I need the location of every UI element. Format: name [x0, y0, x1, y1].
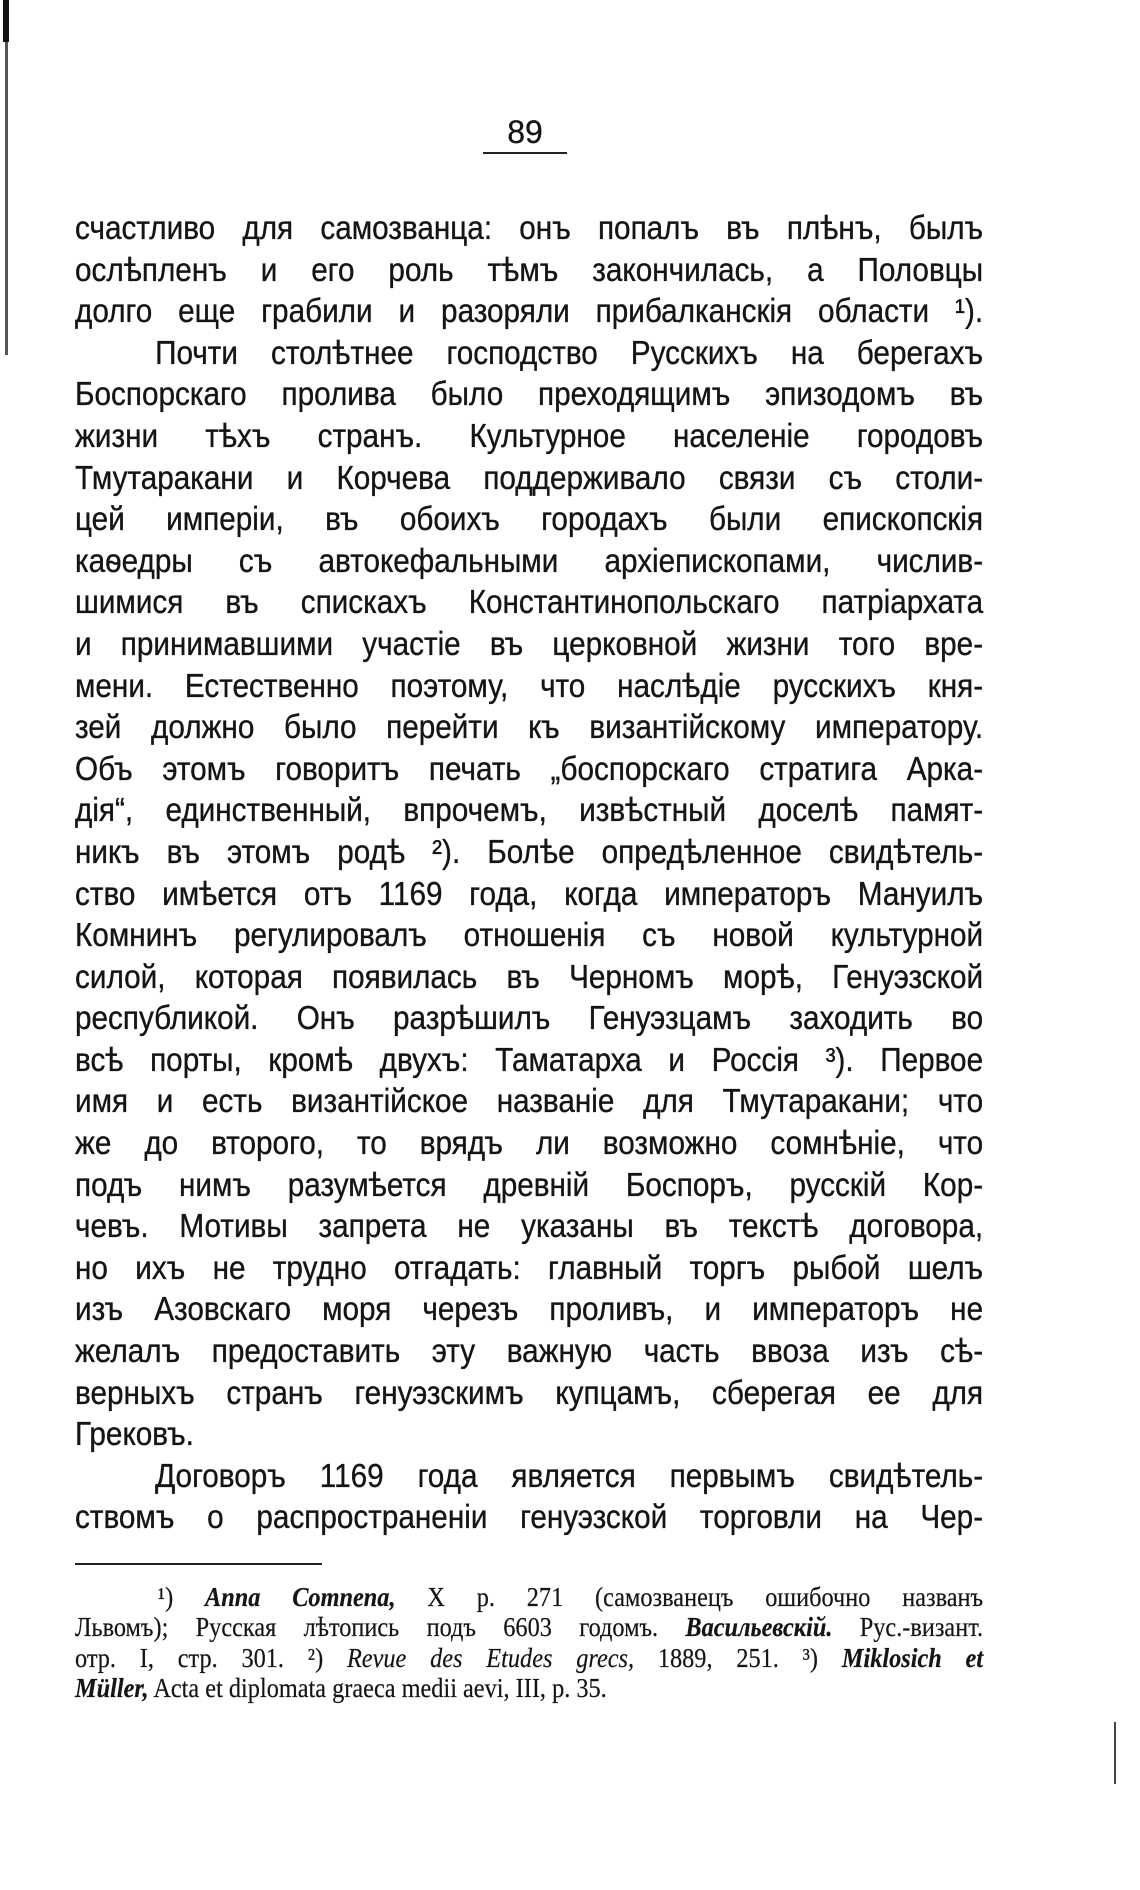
text-line: ствомъ о распространеніи генуэзской торговли на Чер- — [75, 1498, 984, 1536]
text-line: имя и есть византійское названіе для Тмутаракани; что — [75, 1082, 984, 1120]
footnote-text: Acta et diplomata graeca medii aevi, III, p. 35. — [148, 1673, 607, 1704]
text-line: Тмутаракани и Корчева поддерживало связи съ столи- — [75, 458, 984, 496]
footnote-separator — [75, 1563, 322, 1565]
scan-edge-mark — [5, 0, 8, 355]
paragraph-1 — [75, 207, 983, 332]
text-line: силой, которая появилась въ Черномъ морѣ, Генуэзской — [75, 957, 984, 995]
footnote-citation: Müller, — [75, 1673, 149, 1704]
text-line: никъ въ этомъ родѣ ²). Болѣе опредѣленное свидѣтель- — [75, 832, 984, 870]
text-line: долго еще грабили и разоряли прибалканскія области ¹). — [75, 292, 984, 330]
footnote-text: Рус.-визант. — [832, 1612, 984, 1643]
paragraph-2 — [75, 332, 983, 1455]
text-line: Комнинъ регулировалъ отношенія съ новой культурной — [75, 916, 984, 954]
footnote-citation: Anna Comnena, — [205, 1582, 396, 1612]
footnote-citation: Revue des Etudes grecs, — [346, 1642, 635, 1673]
text-line: цей имперіи, въ обоихъ городахъ были епископскія — [75, 500, 984, 538]
text-line: и принимавшими участіе въ церковной жизни того вре- — [75, 624, 984, 662]
body-text — [75, 207, 983, 1538]
footnote-line — [75, 1612, 983, 1642]
footnote-text: отр. I, стр. 301. ²) — [75, 1642, 347, 1673]
footnote-line — [75, 1582, 983, 1612]
text-line: Грековъ. — [75, 1415, 194, 1453]
text-line: Объ этомъ говоритъ печать „боспорскаго стратига Арка- — [75, 749, 984, 787]
text-line: ослѣпленъ и его роль тѣмъ закончилась, а Половцы — [75, 250, 984, 288]
footnotes — [75, 1582, 983, 1704]
footnote-citation: Miklosich et — [841, 1642, 984, 1673]
footnote-text: ¹) — [157, 1582, 206, 1612]
text-line: верныхъ странъ генуэзскимъ купцамъ, сберегая ее для — [75, 1373, 984, 1411]
text-line: чевъ. Мотивы запрета не указаны въ текстѣ договора, — [75, 1207, 984, 1245]
text-line: жизни тѣхъ странъ. Культурное населеніе городовъ — [75, 416, 984, 454]
paragraph-3 — [75, 1455, 983, 1538]
text-line: подъ нимъ разумѣется древній Боспоръ, русскій Кор- — [75, 1165, 984, 1203]
text-line: шимися въ спискахъ Константинопольскаго патріархата — [75, 583, 984, 621]
text-line: желалъ предоставить эту важную часть ввоза изъ сѣ- — [75, 1332, 984, 1370]
text-line: всѣ порты, кромѣ двухъ: Таматарха и Россія ³). Первое — [75, 1040, 984, 1078]
text-line: мени. Естественно поэтому, что наслѣдіе русскихъ кня- — [75, 666, 984, 704]
footnote-text: X p. 271 (самозванецъ ошибочно названъ — [395, 1582, 984, 1612]
scan-mark-right — [1114, 1722, 1116, 1784]
scan-edge-mark-top — [3, 0, 9, 42]
text-line: счастливо для самозванца: онъ попалъ въ плѣнъ, былъ — [75, 209, 984, 246]
text-line: каѳедры съ автокефальными архіепископами, числив- — [75, 541, 984, 579]
text-line: дія“, единственный, впрочемъ, извѣстный доселѣ памят- — [75, 791, 984, 829]
footnote-line — [75, 1673, 983, 1703]
text-line: же до второго, то врядъ ли возможно сомнѣніе, что — [75, 1124, 984, 1162]
text-line: Договоръ 1169 года является первымъ свидѣтель- — [155, 1456, 984, 1494]
text-line: Почти столѣтнее господство Русскихъ на берегахъ — [155, 333, 984, 371]
text-line: изъ Азовскаго моря черезъ проливъ, и императоръ не — [75, 1290, 984, 1328]
text-line: зей должно было перейти къ византійскому императору. — [75, 708, 984, 746]
page-number: 89 — [483, 112, 567, 154]
footnote-citation: Васильевскій. — [685, 1612, 833, 1643]
text-line: ство имѣется отъ 1169 года, когда императоръ Мануилъ — [75, 874, 984, 912]
text-line: но ихъ не трудно отгадать: главный торгъ рыбой шелъ — [75, 1248, 984, 1286]
text-line: республикой. Онъ разрѣшилъ Генуэзцамъ заходить во — [75, 999, 984, 1037]
footnote-text: 1889, 251. ³) — [634, 1642, 842, 1673]
text-line: Боспорскаго пролива было преходящимъ эпизодомъ въ — [75, 375, 984, 413]
footnote-line — [75, 1643, 983, 1673]
footnote-text: Львомъ); Русская лѣтопись подъ 6603 годомъ. — [75, 1612, 686, 1643]
